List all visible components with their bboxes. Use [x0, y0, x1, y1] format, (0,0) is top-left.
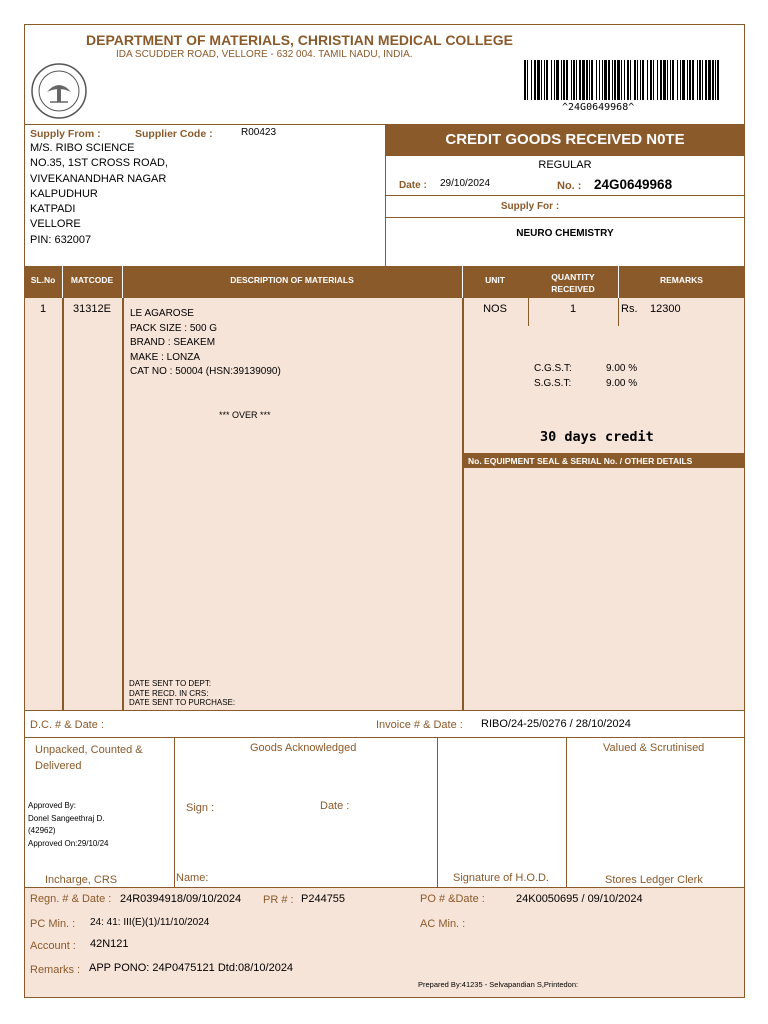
- hod-signature-label: Signature of H.O.D.: [453, 872, 549, 884]
- equipment-header: No. EQUIPMENT SEAL & SERIAL No. / OTHER DETAILS: [468, 456, 693, 466]
- supplier-code-label: Supplier Code :: [135, 128, 213, 140]
- supply-for-label: Supply For :: [500, 201, 560, 212]
- pc-min-value: 24: 41: III(E)(1)/11/10/2024: [90, 917, 210, 928]
- regn-value: 24R0394918/09/10/2024: [120, 893, 242, 905]
- supplier-code: R00423: [241, 127, 277, 138]
- prepared-by: Prepared By:41235 - Selvapandian S,Printedon:: [418, 980, 579, 989]
- cgst-value: 9.00 %: [606, 363, 638, 374]
- barcode-text: ^24G0649968^: [562, 102, 635, 113]
- sign-label: Sign :: [186, 802, 215, 814]
- college-seal-icon: [30, 62, 88, 120]
- th-slno: SL.No: [30, 275, 56, 285]
- note-type: REGULAR: [538, 159, 592, 171]
- pr-label: PR # :: [263, 894, 294, 906]
- row-description: LE AGAROSE PACK SIZE : 500 G BRAND : SEAKEM MAKE : LONZA CAT NO : 50004 (HSN:39139090): [130, 308, 281, 378]
- account-label: Account :: [30, 940, 76, 952]
- row-unit: NOS: [483, 303, 507, 315]
- college-address: IDA SCUDDER ROAD, VELLORE - 632 004. TAMIL NADU, INDIA.: [116, 49, 413, 60]
- name-label: Name:: [176, 872, 209, 884]
- supply-for: NEURO CHEMISTRY: [516, 228, 614, 239]
- goods-acknowledged-label: Goods Acknowledged: [250, 742, 357, 754]
- date-label: Date :: [399, 180, 427, 191]
- unpacked-label: Unpacked, Counted & Delivered: [35, 744, 143, 772]
- remarks-value: APP PONO: 24P0475121 Dtd:08/10/2024: [89, 962, 294, 974]
- pr-value: P244755: [301, 893, 346, 905]
- supply-from-label: Supply From :: [30, 128, 101, 140]
- invoice-label: Invoice # & Date :: [376, 719, 463, 731]
- th-remarks: REMARKS: [660, 275, 703, 285]
- credit-terms: 30 days credit: [540, 429, 654, 445]
- barcode: [522, 60, 720, 102]
- th-quantity: QUANTITY RECEIVED: [551, 272, 595, 294]
- row-matcode: 31312E: [73, 303, 111, 315]
- cgst-label: C.G.S.T:: [534, 363, 572, 374]
- dc-label: D.C. # & Date :: [30, 719, 104, 731]
- invoice-value: RIBO/24-25/0276 / 28/10/2024: [481, 718, 631, 730]
- note-title: CREDIT GOODS RECEIVED N0TE: [445, 131, 685, 148]
- incharge-label: Incharge, CRS: [45, 874, 118, 886]
- th-unit: UNIT: [485, 275, 505, 285]
- date-tracking: DATE SENT TO DEPT: DATE RECD. IN CRS: DATE SENT TO PURCHASE:: [129, 679, 236, 707]
- th-matcode: MATCODE: [70, 275, 114, 285]
- supplier-address: M/S. RIBO SCIENCE NO.35, 1ST CROSS ROAD, VIVEKANANDHAR NAGAR KALPUDHUR KATPADI VELLORE PIN: 632007: [30, 142, 168, 246]
- th-description: DESCRIPTION OF MATERIALS: [230, 275, 354, 285]
- row-slno: 1: [39, 303, 47, 315]
- note-no: 24G0649968: [594, 177, 673, 192]
- pc-min-label: PC Min. :: [30, 918, 76, 930]
- po-label: PO # &Date :: [420, 893, 485, 905]
- ac-min-label: AC Min. :: [420, 918, 466, 930]
- sign-date-label: Date :: [320, 800, 350, 812]
- sgst-label: S.G.S.T:: [534, 378, 572, 389]
- ledger-clerk-label: Stores Ledger Clerk: [605, 874, 703, 886]
- remarks-label: Remarks :: [30, 964, 81, 976]
- sgst-value: 9.00 %: [606, 378, 638, 389]
- account-value: 42N121: [90, 938, 129, 950]
- approval-info: Approved By: Donel Sangeethraj D. (42962) Approved On:29/10/24: [28, 801, 109, 848]
- valued-scrutinised-label: Valued & Scrutinised: [603, 742, 705, 754]
- regn-label: Regn. # & Date :: [30, 893, 112, 905]
- note-date: 29/10/2024: [440, 178, 491, 189]
- row-quantity: 1: [569, 303, 577, 315]
- row-amount: 12300: [650, 303, 681, 315]
- college-title: DEPARTMENT OF MATERIALS, CHRISTIAN MEDICAL COLLEGE: [86, 32, 513, 48]
- over-marker: *** OVER ***: [219, 410, 271, 420]
- po-value: 24K0050695 / 09/10/2024: [516, 893, 643, 905]
- row-rs-label: Rs.: [621, 303, 638, 315]
- note-no-label: No. :: [557, 180, 582, 192]
